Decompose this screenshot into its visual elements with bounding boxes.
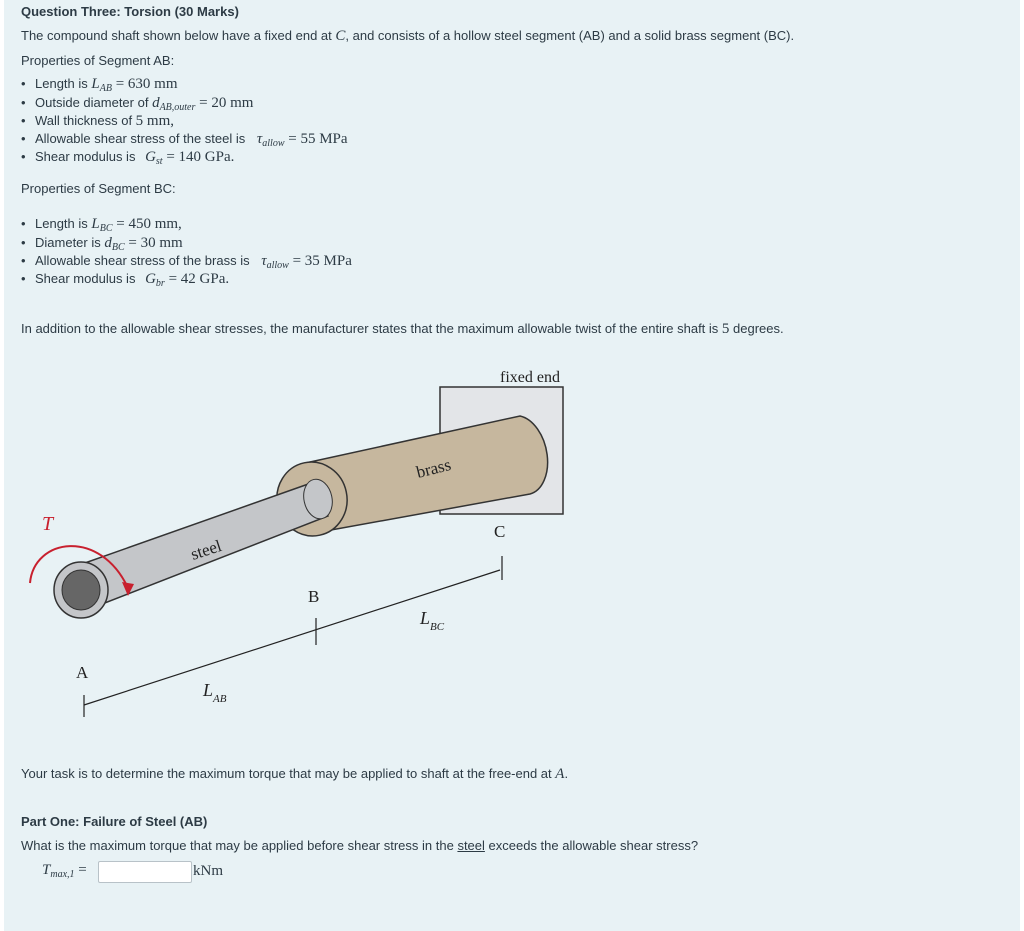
label-c: C <box>494 522 506 541</box>
bc-modulus-label: Shear modulus is <box>35 271 140 286</box>
intro-text <box>21 28 794 44</box>
intro-var: C <box>335 28 346 44</box>
ab-diameter: • Outside diameter of $d_{AB,outer} = 20$ mm <box>21 95 254 113</box>
twist-after: degrees. <box>729 321 784 336</box>
bc-length-sub: BC <box>99 223 113 234</box>
part-one-title: Part One: Failure of Steel (AB) <box>21 814 208 829</box>
answer-eq: = <box>74 862 87 878</box>
bc-title: Properties of Segment BC: <box>21 181 176 196</box>
steel-emphasis: steel <box>457 838 485 853</box>
ab-diameter-value: = 20 mm <box>195 95 254 111</box>
answer-sub: max,1 <box>50 869 75 880</box>
bc-shear-sym: τ <box>261 253 267 269</box>
question-after: exceeds the allowable shear stress? <box>484 838 699 853</box>
bc-diameter-label: Diameter is <box>35 235 105 250</box>
bc-shear-value: = 35 MPa <box>288 253 352 269</box>
dimension-line <box>84 570 500 705</box>
task-text <box>21 766 568 782</box>
intro-after: , and consists of a hollow steel segment (AB) and a solid brass segment (BC). <box>345 28 795 43</box>
free-end-bore <box>62 570 100 610</box>
part-one-question <box>21 838 698 854</box>
task-after: . <box>564 766 569 781</box>
bc-diameter-sym: d <box>104 235 112 251</box>
bc-length: • Length is $L_{BC} = 450$ mm, <box>21 216 182 234</box>
ab-length: • Length is $L_{AB} = 630$ mm <box>21 76 178 94</box>
question-heading: Question Three: Torsion (30 Marks) <box>21 4 239 19</box>
bc-diameter-sub: BC <box>111 242 125 253</box>
ab-length-sym: L <box>91 76 100 92</box>
bc-diameter-value: = 30 mm <box>124 235 183 251</box>
ab-title: Properties of Segment AB: <box>21 53 175 68</box>
fixed-end-label: fixed end <box>500 369 560 386</box>
twist-text <box>21 321 784 337</box>
label-b: B <box>308 587 320 606</box>
task-before: Your task is to determine the maximum torque that may be applied to shaft at the free-end at <box>21 766 556 781</box>
ab-shear-value: = 55 MPa <box>284 131 348 147</box>
ab-modulus: • Shear modulus is $G_{st} = 140$ GPa. <box>21 149 235 167</box>
torque-answer-input[interactable] <box>98 861 192 883</box>
ab-length-label: Length is <box>35 76 92 91</box>
ab-modulus-label: Shear modulus is <box>35 149 140 164</box>
torque-label: T <box>42 513 54 535</box>
label-l-ab: $L_{AB}$ <box>203 680 227 705</box>
ab-shear-sub: allow <box>262 138 285 149</box>
bc-shear: • Allowable shear stress of the brass is $\tau_{allow} = 35$ MPa <box>21 253 352 271</box>
ab-wall-label: Wall thickness of <box>35 113 136 128</box>
label-l-bc: $L_{BC}$ <box>420 608 445 633</box>
ab-diameter-sym: d <box>152 95 160 111</box>
answer-label <box>42 862 87 880</box>
answer-sym: T <box>42 862 51 878</box>
twist-before: In addition to the allowable shear stresses, the manufacturer states that the maximum allowable twist of the entire shaft is <box>21 321 722 336</box>
task-var: A <box>555 766 565 782</box>
ab-wall: • Wall thickness of 5 mm, <box>21 113 175 129</box>
bc-length-sym: L <box>91 216 100 232</box>
bc-shear-label: Allowable shear stress of the brass is <box>35 253 254 268</box>
label-a: A <box>76 663 89 682</box>
bc-modulus-sym: G <box>145 271 156 287</box>
ab-diameter-sub: AB,outer <box>159 102 196 113</box>
bc-modulus: • Shear modulus is $G_{br} = 42$ GPa. <box>21 271 230 289</box>
ab-length-value: = 630 mm <box>111 76 178 92</box>
ab-diameter-label: Outside diameter of <box>35 95 153 110</box>
bc-modulus-value: = 42 GPa. <box>164 271 230 287</box>
twist-num: 5 <box>721 321 730 337</box>
bc-diameter: • Diameter is $d_{BC} = 30$ mm <box>21 235 183 253</box>
ab-modulus-value: = 140 GPa. <box>162 149 235 165</box>
ab-shear-label: Allowable shear stress of the steel is <box>35 131 249 146</box>
ab-shear: • Allowable shear stress of the steel is $\tau_{allow} = 55$ MPa <box>21 131 348 149</box>
steel-label: steel <box>188 536 224 564</box>
ab-wall-value: 5 mm, <box>135 113 175 129</box>
question-before: What is the maximum torque that may be applied before shear stress in the <box>21 838 458 853</box>
ab-modulus-sub: st <box>155 156 163 167</box>
shaft-figure <box>0 360 640 750</box>
ab-length-sub: AB <box>99 83 112 94</box>
bc-shear-sub: allow <box>266 260 289 271</box>
intro-before: The compound shaft shown below have a fixed end at <box>21 28 336 43</box>
brass-label: brass <box>414 454 453 482</box>
answer-unit: kNm <box>193 863 223 879</box>
ab-shear-sym: τ <box>256 131 263 147</box>
bc-length-label: Length is <box>35 216 92 231</box>
bc-modulus-sub: br <box>155 278 165 289</box>
ab-modulus-sym: G <box>145 149 156 165</box>
bc-length-value: = 450 mm, <box>112 216 182 232</box>
